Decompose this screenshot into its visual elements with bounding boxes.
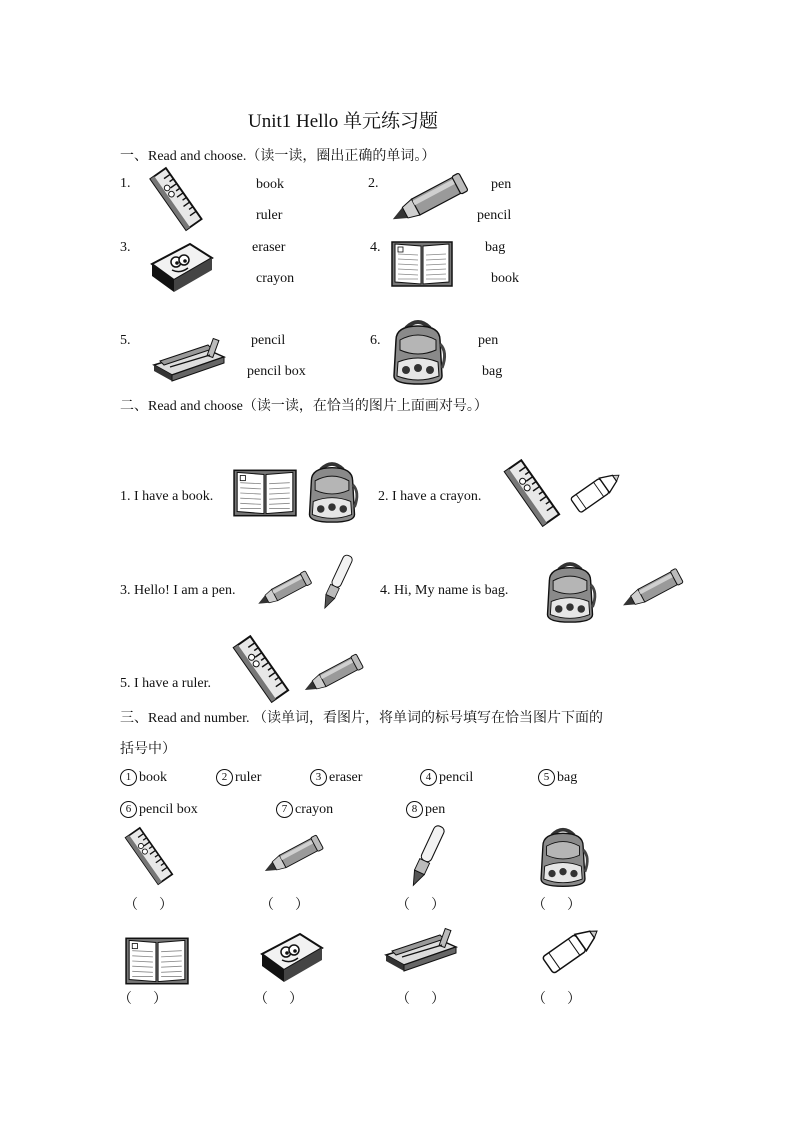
page-title: Unit1 Hello 单元练习题 bbox=[248, 111, 438, 132]
s1-item3-option-2[interactable]: crayon bbox=[256, 271, 295, 286]
s1-item6-option-1[interactable]: pen bbox=[478, 333, 499, 348]
answer-blank-6[interactable]: （ ） bbox=[254, 992, 303, 1007]
pen-icon bbox=[400, 820, 454, 892]
eraser-icon bbox=[146, 236, 216, 296]
s3-word-4: 4 pencil bbox=[420, 769, 473, 786]
s2-sentence-1: 1. I have a book. bbox=[120, 489, 214, 504]
s1-item6-option-2[interactable]: bag bbox=[482, 364, 503, 379]
pencil-icon bbox=[258, 826, 328, 886]
pencil-box-icon bbox=[150, 334, 230, 386]
answer-blank-4[interactable]: （ ） bbox=[532, 898, 581, 913]
bag-icon[interactable] bbox=[302, 460, 362, 526]
s2-sentence-2: 2. I have a crayon. bbox=[378, 489, 482, 504]
section1-heading: 一、Read and choose.（读一读，圈出正确的单词。） bbox=[120, 149, 436, 164]
answer-blank-1[interactable]: （ ） bbox=[124, 898, 173, 913]
s3-word-2: 2 ruler bbox=[216, 769, 261, 786]
section3-heading-line2: 括号中） bbox=[120, 742, 176, 757]
section2-heading: 二、Read and choose（读一读，在恰当的图片上面画对号。） bbox=[120, 399, 488, 414]
s1-item1-option-1[interactable]: book bbox=[256, 177, 284, 192]
s1-item4-option-1[interactable]: bag bbox=[485, 240, 506, 255]
pen-icon[interactable] bbox=[312, 550, 362, 614]
s1-item2-option-1[interactable]: pen bbox=[491, 177, 512, 192]
s3-word-1: 1 book bbox=[120, 769, 167, 786]
bag-icon bbox=[386, 318, 450, 388]
pencil-icon[interactable] bbox=[616, 566, 688, 614]
ruler-icon bbox=[146, 166, 206, 232]
answer-blank-2[interactable]: （ ） bbox=[260, 898, 309, 913]
s3-word-5: 5 bag bbox=[538, 769, 577, 786]
s1-item5-option-2[interactable]: pencil box bbox=[247, 364, 306, 379]
answer-blank-8[interactable]: （ ） bbox=[532, 992, 581, 1007]
bag-icon[interactable] bbox=[540, 560, 600, 626]
s1-item4-option-2[interactable]: book bbox=[491, 271, 519, 286]
s1-item2-number: 2. bbox=[368, 176, 379, 191]
ruler-icon[interactable] bbox=[502, 458, 562, 528]
book-icon bbox=[390, 238, 454, 290]
s1-item3-option-1[interactable]: eraser bbox=[252, 240, 286, 255]
answer-blank-5[interactable]: （ ） bbox=[118, 992, 167, 1007]
crayon-icon[interactable] bbox=[564, 464, 626, 520]
s3-word-3: 3 eraser bbox=[310, 769, 362, 786]
answer-blank-7[interactable]: （ ） bbox=[396, 992, 445, 1007]
s1-item1-number: 1. bbox=[120, 176, 131, 191]
s3-word-6: 6 pencil box bbox=[120, 801, 198, 818]
ruler-icon bbox=[120, 826, 178, 886]
s1-item3-number: 3. bbox=[120, 240, 131, 255]
ruler-icon[interactable] bbox=[230, 634, 292, 704]
book-icon[interactable] bbox=[232, 466, 298, 520]
s2-sentence-4: 4. Hi, My name is bag. bbox=[380, 583, 509, 598]
crayon-icon bbox=[534, 920, 606, 980]
s1-item5-option-1[interactable]: pencil bbox=[251, 333, 286, 348]
s3-word-8: 8 pen bbox=[406, 801, 445, 818]
pencil-box-icon bbox=[382, 924, 462, 976]
s2-sentence-3: 3. Hello! I am a pen. bbox=[120, 583, 236, 598]
pencil-icon[interactable] bbox=[298, 652, 368, 698]
pencil-icon bbox=[384, 172, 474, 228]
s1-item1-option-2[interactable]: ruler bbox=[256, 208, 283, 223]
s2-sentence-5: 5. I have a ruler. bbox=[120, 676, 211, 691]
s1-item6-number: 6. bbox=[370, 333, 381, 348]
book-icon bbox=[124, 934, 190, 988]
answer-blank-3[interactable]: （ ） bbox=[396, 898, 445, 913]
eraser-icon bbox=[256, 926, 326, 986]
s3-word-7: 7 crayon bbox=[276, 801, 333, 818]
pencil-icon[interactable] bbox=[252, 568, 316, 612]
s1-item4-number: 4. bbox=[370, 240, 381, 255]
s1-item2-option-2[interactable]: pencil bbox=[477, 208, 512, 223]
bag-icon bbox=[526, 826, 600, 890]
s1-item5-number: 5. bbox=[120, 333, 131, 348]
section3-heading-line1: 三、Read and number. （读单词，看图片，将单词的标号填写在恰当图片下面的 bbox=[120, 711, 603, 726]
